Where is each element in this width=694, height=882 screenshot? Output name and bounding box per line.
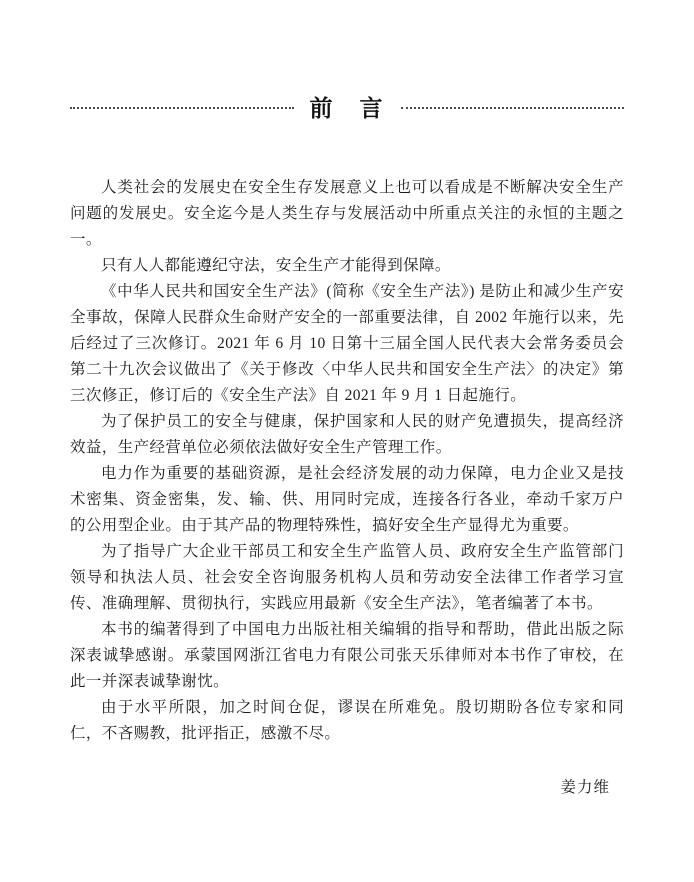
paragraph-4: 为了保护员工的安全与健康，保护国家和人民的财产免遭损失，提高经济效益，生产经营单位必须依法做好安全生产管理工作。 xyxy=(70,413,624,456)
author-signature: 姜力维 xyxy=(560,779,610,796)
preface-body xyxy=(70,175,624,747)
paragraph-1: 人类社会的发展史在安全生存发展意义上也可以看成是不断解决安全生产问题的发展史。安全迄今是人类生存与发展活动中所重点关注的永恒的主题之一。 xyxy=(70,179,624,248)
paragraph-2: 只有人人都能遵纪守法，安全生产才能得到保障。 xyxy=(101,257,451,274)
paragraph-5: 电力作为重要的基础资源，是社会经济发展的动力保障，电力企业又是技术密集、资金密集，发、输、供、用同时完成，连接各行各业，牵动千家万户的公用型企业。由于其产品的物理特殊性，搞好安全生产显得尤为重要。 xyxy=(70,465,624,534)
paragraph-8: 由于水平所限，加之时间仓促，谬误在所难免。殷切期盼各位专家和同仁，不吝赐教，批评指正，感激不尽。 xyxy=(70,699,624,742)
title-leader-left xyxy=(70,107,294,109)
title-row xyxy=(70,0,624,123)
title-leader-right xyxy=(401,107,625,109)
paragraph-6: 为了指导广大企业干部员工和安全生产监管人员、政府安全生产监管部门领导和执法人员、社会安全咨询服务机构人员和劳动安全法律工作者学习宣传、准确理解、贯彻执行，实践应用最新《安全生产法》，笔者编著了本书。 xyxy=(70,543,624,612)
page-title: 前 言 xyxy=(309,96,385,121)
paragraph-7: 本书的编著得到了中国电力出版社相关编辑的指导和帮助，借此出版之际深表诚挚感谢。承蒙国网浙江省电力有限公司张天乐律师对本书作了审校，在此一并深表诚挚谢忱。 xyxy=(70,621,624,690)
paragraph-3: 《中华人民共和国安全生产法》(简称《安全生产法》) 是防止和减少生产安全事故，保障人民群众生命财产安全的一部重要法律，自 2002 年施行以来，先后经过了三次修订。2021 年 6 月 10 日第十三届全国人民代表大会常务委员会第二十九次会议做出了《关于修改〈中华人民共和国安全生产法〉的决定》第三次修正，修订后的《安全生产法》自 2021 年 9 月 1 日起施行。 xyxy=(70,283,624,404)
